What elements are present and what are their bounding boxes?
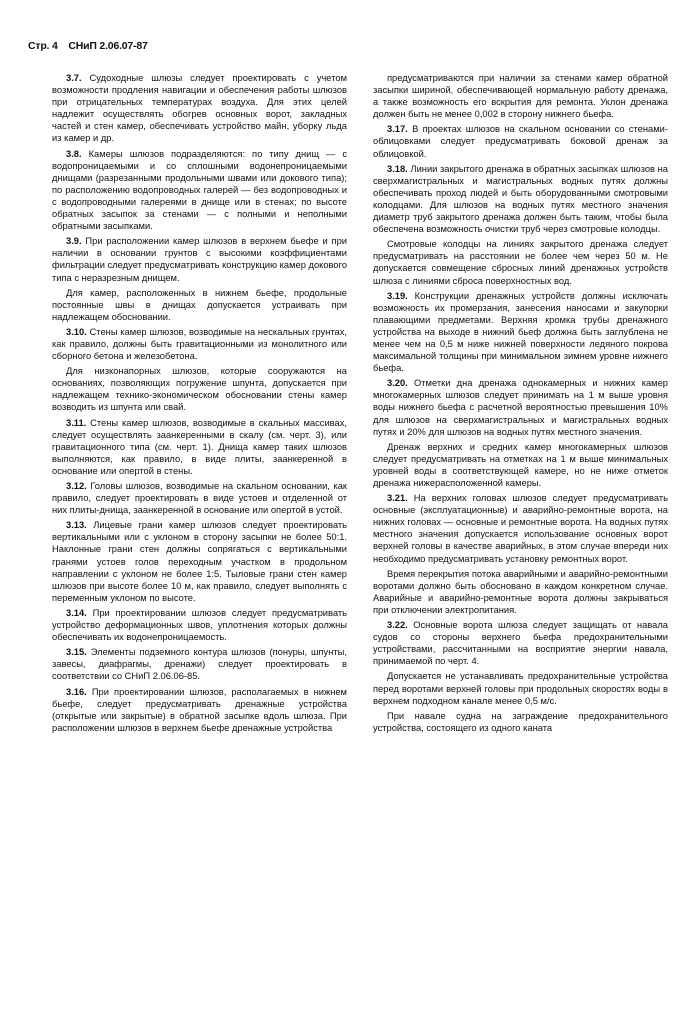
- paragraph-text: При расположении камер шлюзов в верхнем бьефе и при наличии в основании грунтов с высокими коэффициентами фильтрации следует предусматривать конструкцию камер докового типа с неразрезным днищем.: [52, 236, 348, 283]
- paragraph: [373, 710, 668, 734]
- clause-number: 3.11.: [66, 417, 87, 428]
- paragraph: [373, 123, 668, 159]
- right-column: [373, 72, 668, 737]
- paragraph-text: При навале судна на заграждение предохранительного устройства, состоящего из одного каната: [373, 710, 668, 733]
- paragraph: [373, 377, 668, 437]
- clause-number: 3.17.: [387, 124, 408, 135]
- paragraph: [52, 72, 347, 145]
- clause-number: 3.19.: [387, 290, 408, 301]
- paragraph: [52, 480, 347, 516]
- paragraph: [52, 235, 347, 283]
- paragraph-text: Стены камер шлюзов, возводимые в скальных массивах, следует осуществлять заанкеренными в скалу (см. черт. 3), или гравитационного типа (см. черт. 1). Днища камер таких шлюзов выполняются, как правило, в виде плиты, заанкеренной в основание или опертой в стены.: [52, 417, 347, 476]
- clause-number: 3.15.: [66, 647, 87, 658]
- clause-number: 3.14.: [66, 607, 87, 618]
- paragraph-text: Основные ворота шлюза следует защищать от навала судов со стороны верхнего бьефа предохранительными устройствами, рассчитанными на восприятие энергии навала, принимаемой по черт. 4.: [373, 620, 668, 667]
- paragraph-text: Линии закрытого дренажа в обратных засыпках шлюзов на сверхмагистральных и магистральных водных путях должны обеспечивать проход людей и быть оборудованными смотровыми колодцами. Для шлюзов на водных путях местного значения диаметр труб закрытого дренажа должен быть таким, чтобы была обеспечена возможность очистки труб через смотровые колодцы.: [373, 163, 668, 235]
- paragraph: [52, 326, 347, 362]
- paragraph-text: При проектировании шлюзов следует предусматривать устройство деформационных швов, уплотнения которых должны обеспечивать их водонепроницаемость.: [52, 607, 347, 643]
- paragraph-text: Судоходные шлюзы следует проектировать с учетом возможности продления навигации и обеспечения работы шлюзов при отрицательных температурах воздуха. Для этих целей надлежит осуществлять обогрев основных ворот, закладных частей и стен камер, обеспечивать устройство майн, уборку льда из камер и др.: [52, 73, 347, 144]
- paragraph-text: Стены камер шлюзов, возводимые на нескальных грунтах, как правило, должны быть гравитационными из монолитного или сборного бетона и железобетона.: [52, 326, 347, 362]
- paragraph-text: Головы шлюзов, возводимые на скальном основании, как правило, следует проектировать в виде устоев и отделенной от них плиты-днища, заанкеренной в основание или опертой в устой.: [52, 481, 347, 516]
- paragraph: [52, 519, 347, 604]
- clause-number: 3.22.: [387, 620, 408, 631]
- paragraph-text: Отметки дна дренажа однокамерных и нижних камер многокамерных шлюзов следует принимать на 1 м выше уровня воды нижнего бьефа с расчетной вероятностью превышения 10% для шлюзов на сверхмагистральных и магистральных водных путях и 20% для шлюзов на водных путях местного значения.: [373, 378, 668, 437]
- paragraph-text: Конструкции дренажных устройств должны исключать возможность их промерзания, занесения наносами и закупорки плавающими предметами. Верхняя кромка трубы дренажного устройства на выходе в нижний бьеф должна быть заглублена не менее чем на 0,5 м ниже нижней поверхности ледяного покрова максимальной толщины при минимальном зимнем уровне нижнего бьефа.: [373, 290, 668, 374]
- paragraph-text: Для низконапорных шлюзов, которые сооружаются на основаниях, позволяющих погружение шпунта, допускается при надлежащем технико-экономическом обосновании стены камер возводить из шпунта или свай.: [52, 366, 347, 413]
- paragraph: [52, 686, 347, 734]
- left-column: [52, 72, 347, 737]
- clause-number: 3.12.: [66, 481, 87, 491]
- paragraph: [52, 417, 347, 477]
- paragraph-text: Дренаж верхних и средних камер многокамерных шлюзов следует предусматривать на отметках на 1 м выше минимальных уровней воды в соответствующей камере, но не ниже отметок дренажа нижерасположенной камеры.: [373, 441, 668, 488]
- paragraph: [373, 290, 668, 375]
- paragraph-text: предусматриваются при наличии за стенами камер обратной засыпки шириной, обеспечивающей нормальную работу дренажа, а также возможность его вскрытия для ремонта. Уклон дренажа должен быть не менее 0,002 в сторону нижнего бьефа.: [373, 73, 668, 120]
- paragraph-text: В проектах шлюзов на скальном основании со стенами-облицовками следует предусматривать боковой дренаж за облицовкой.: [373, 124, 668, 159]
- paragraph-text: На верхних головах шлюзов следует предусматривать основные (эксплуатационные) и аварийно-ремонтные ворота, на нижних головах — основные и ремонтные ворота. На водных путях местного значения допускается использование основных ворот верхней головы в качестве аварийных, в этом случае впереди них необходимо предусматривать установку ремонтных ворот.: [373, 493, 668, 564]
- paragraph-text: Лицевые грани камер шлюзов следует проектировать вертикальными или с уклоном в сторону засыпки не более 50:1. Наклонные грани стен должны сопрягаться с вертикальными гранями устоев голов переходным участком в продольном направлении с уклоном не более 1:5. Тыловые грани стен камер шлюзов при высоте более 10 м, как правило, следует выполнять с переменным уклоном по высоте.: [52, 520, 347, 603]
- paragraph: [373, 670, 668, 706]
- page-header: [28, 40, 156, 52]
- clause-number: 3.16.: [66, 686, 87, 697]
- clause-number: 3.13.: [66, 520, 87, 531]
- paragraph: [373, 441, 668, 489]
- document-code: СНиП 2.06.07-87: [68, 40, 148, 52]
- paragraph: [52, 287, 347, 323]
- paragraph-text: Время перекрытия потока аварийными и аварийно-ремонтными воротами должно быть обосновано в каждом конкретном случае. Аварийные и аварийно-ремонтные ворота должны закрываться при отключении электропитания.: [373, 568, 668, 615]
- paragraph-text: Для камер, расположенных в нижнем бьефе, продольные постоянные швы в днищах допускается устраивать при надлежащем обосновании.: [52, 287, 347, 322]
- paragraph: [373, 492, 668, 565]
- paragraph: [52, 365, 347, 413]
- paragraph-text: Камеры шлюзов подразделяются: по типу днищ — с водопроницаемыми и со сплошными водонепроницаемыми днищами (разрезанными продольными швами или докового типа); по расположению водопроводных галерей — без водопроводных и с водопроводными галереями в днище или в стенах; по высоте обратных засыпок за стенами — с полными и неполными обратными засыпками.: [52, 148, 347, 232]
- clause-number: 3.18.: [387, 163, 408, 174]
- paragraph: [373, 238, 668, 286]
- paragraph-text: Допускается не устанавливать предохранительные устройства перед воротами верхней головы при продольных скоростях воды в верхнем подходном канале менее 0,5 м/с.: [373, 671, 668, 706]
- paragraph-text: Смотровые колодцы на линиях закрытого дренажа следует предусматривать на расстоянии не более чем через 50 м. Не допускается совмещение сбросных линий дренажных устройств шлюза с линиями сброса поверхностных вод.: [373, 239, 668, 286]
- clause-number: 3.10.: [66, 326, 87, 337]
- clause-number: 3.8.: [66, 148, 82, 159]
- clause-number: 3.7.: [66, 73, 82, 83]
- paragraph: [373, 163, 668, 236]
- paragraph-text: При проектировании шлюзов, располагаемых в нижнем бьефе, следует предусматривать дренажные устройства (открытые или закрытые) в обратной засыпке вдоль шлюза. При расположении шлюзов в верхнем бьефе дренажные устройства: [52, 686, 347, 733]
- paragraph: [373, 568, 668, 616]
- paragraph-text: Элементы подземного контура шлюзов (понуры, шпунты, завесы, диафрагмы, дренажи) следует проектировать в соответствии со СНиП 2.06.06-85.: [52, 647, 347, 682]
- paragraph: [373, 72, 668, 120]
- paragraph: [52, 646, 347, 682]
- paragraph: [52, 148, 347, 233]
- clause-number: 3.20.: [387, 378, 408, 389]
- clause-number: 3.21.: [387, 493, 408, 504]
- paragraph: [52, 607, 347, 643]
- paragraph: [373, 619, 668, 667]
- clause-number: 3.9.: [66, 236, 82, 247]
- page-number: Стр. 4: [28, 40, 58, 52]
